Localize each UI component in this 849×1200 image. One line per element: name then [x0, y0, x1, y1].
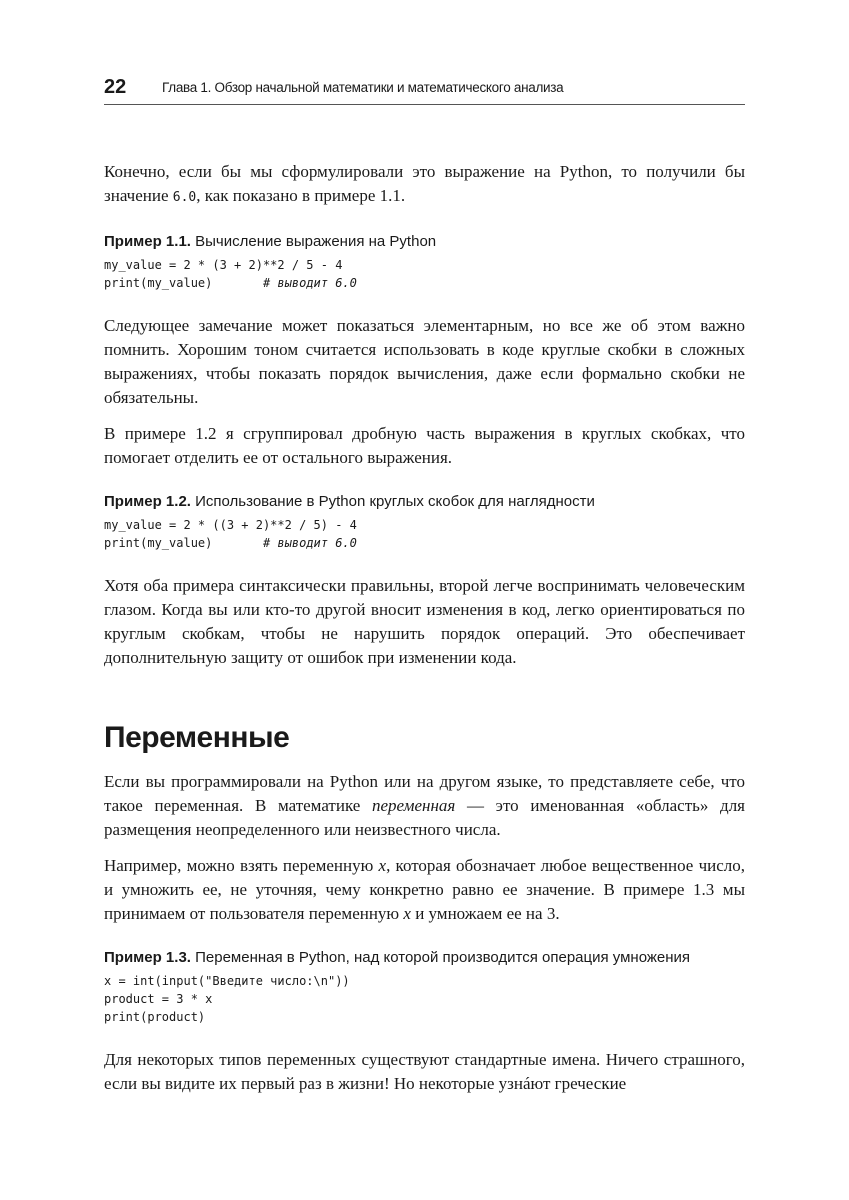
example-1-code: [104, 256, 745, 292]
paragraph-5-text-b: — это именованная «область» для размещения неопределенного или неизвестного числа.: [104, 796, 745, 839]
example-3-title: Переменная в Python, над которой производится операция умножения: [190, 949, 691, 966]
paragraph-2: Следующее замечание может показаться элементарным, но все же об этом важно помнить. Хорошим тоном считается использовать в коде круглые скобки в сложных выражениях, чтобы показать порядок вычисления, даже если формально скобки не обязательны.: [104, 316, 745, 407]
paragraph-4: Хотя оба примера синтаксически правильны, второй легче воспринимать человеческим глазом. Когда вы или кто-то другой вносит изменения в код, легко ориентироваться по круглым скобкам, чтобы не нарушить порядок операций. Это обеспечивает дополнительную защиту от ошибок при изменении кода.: [104, 576, 745, 667]
example-1-comment: # выводит 6.0: [262, 276, 357, 290]
example-3-label: Пример 1.3.: [104, 949, 191, 966]
variable-x-2: x: [403, 904, 411, 923]
page-number: 22: [104, 76, 127, 98]
example-1-label: Пример 1.1.: [104, 233, 191, 250]
example-1-caption: [104, 232, 745, 252]
example-1-title: Вычисление выражения на Python: [190, 233, 437, 250]
example-2-line-2: print(my_value): [104, 536, 263, 550]
paragraph-5-text-a: Если вы программировали на Python или на другом языке, то представляете себе, что такое переменная. В математике: [104, 772, 745, 815]
example-2-label: Пример 1.2.: [104, 493, 191, 510]
example-2-code: [104, 516, 745, 552]
paragraph-6-text-a: Например, можно взять переменную: [104, 856, 379, 875]
example-2-title: Использование в Python круглых скобок для наглядности: [190, 493, 595, 510]
paragraph-7: Для некоторых типов переменных существуют стандартные имена. Ничего страшного, если вы видите их первый раз в жизни! Но некоторые узнáют греческие: [104, 1050, 745, 1093]
paragraph-1: [104, 160, 745, 210]
page-content: [104, 160, 745, 1108]
example-2-comment: # выводит 6.0: [262, 536, 357, 550]
example-1-line-2: print(my_value): [104, 276, 263, 290]
paragraph-6-text-c: и умножаем ее на 3.: [410, 904, 560, 923]
chapter-title: Глава 1. Обзор начальной математики и математического анализа: [162, 80, 564, 95]
variable-x-1: x: [378, 856, 387, 875]
paragraph-6-text-b: , которая обозначает любое вещественное число, и умножить ее, не уточняя, чему конкретно равно ее значение. В примере 1.3 мы принимаем от пользователя переменную: [104, 856, 745, 923]
example-2-caption: [104, 492, 745, 512]
example-1-line-1: my_value = 2 * (3 + 2)**2 / 5 - 4: [104, 258, 343, 272]
emphasis-term: переменная: [372, 796, 456, 815]
example-3-code: x = int(input("Введите число:\n")) product = 3 * x print(product): [104, 974, 350, 1024]
paragraph-3: В примере 1.2 я сгруппировал дробную часть выражения в круглых скобках, что помогает отделить ее от остального выражения.: [104, 424, 745, 467]
inline-code-value: 6.0: [172, 190, 197, 205]
paragraph-5: [104, 770, 745, 842]
running-header: [104, 76, 745, 105]
example-2-line-1: my_value = 2 * ((3 + 2)**2 / 5) - 4: [104, 518, 357, 532]
paragraph-6: [104, 854, 745, 926]
section-heading: Переменные: [104, 721, 290, 754]
paragraph-1-text-b: , как показано в примере 1.1.: [196, 186, 406, 205]
paragraph-1-text-a: Конечно, если бы мы сформулировали это выражение на Python, то получили бы значение: [104, 162, 745, 205]
example-3-caption: [104, 948, 745, 968]
